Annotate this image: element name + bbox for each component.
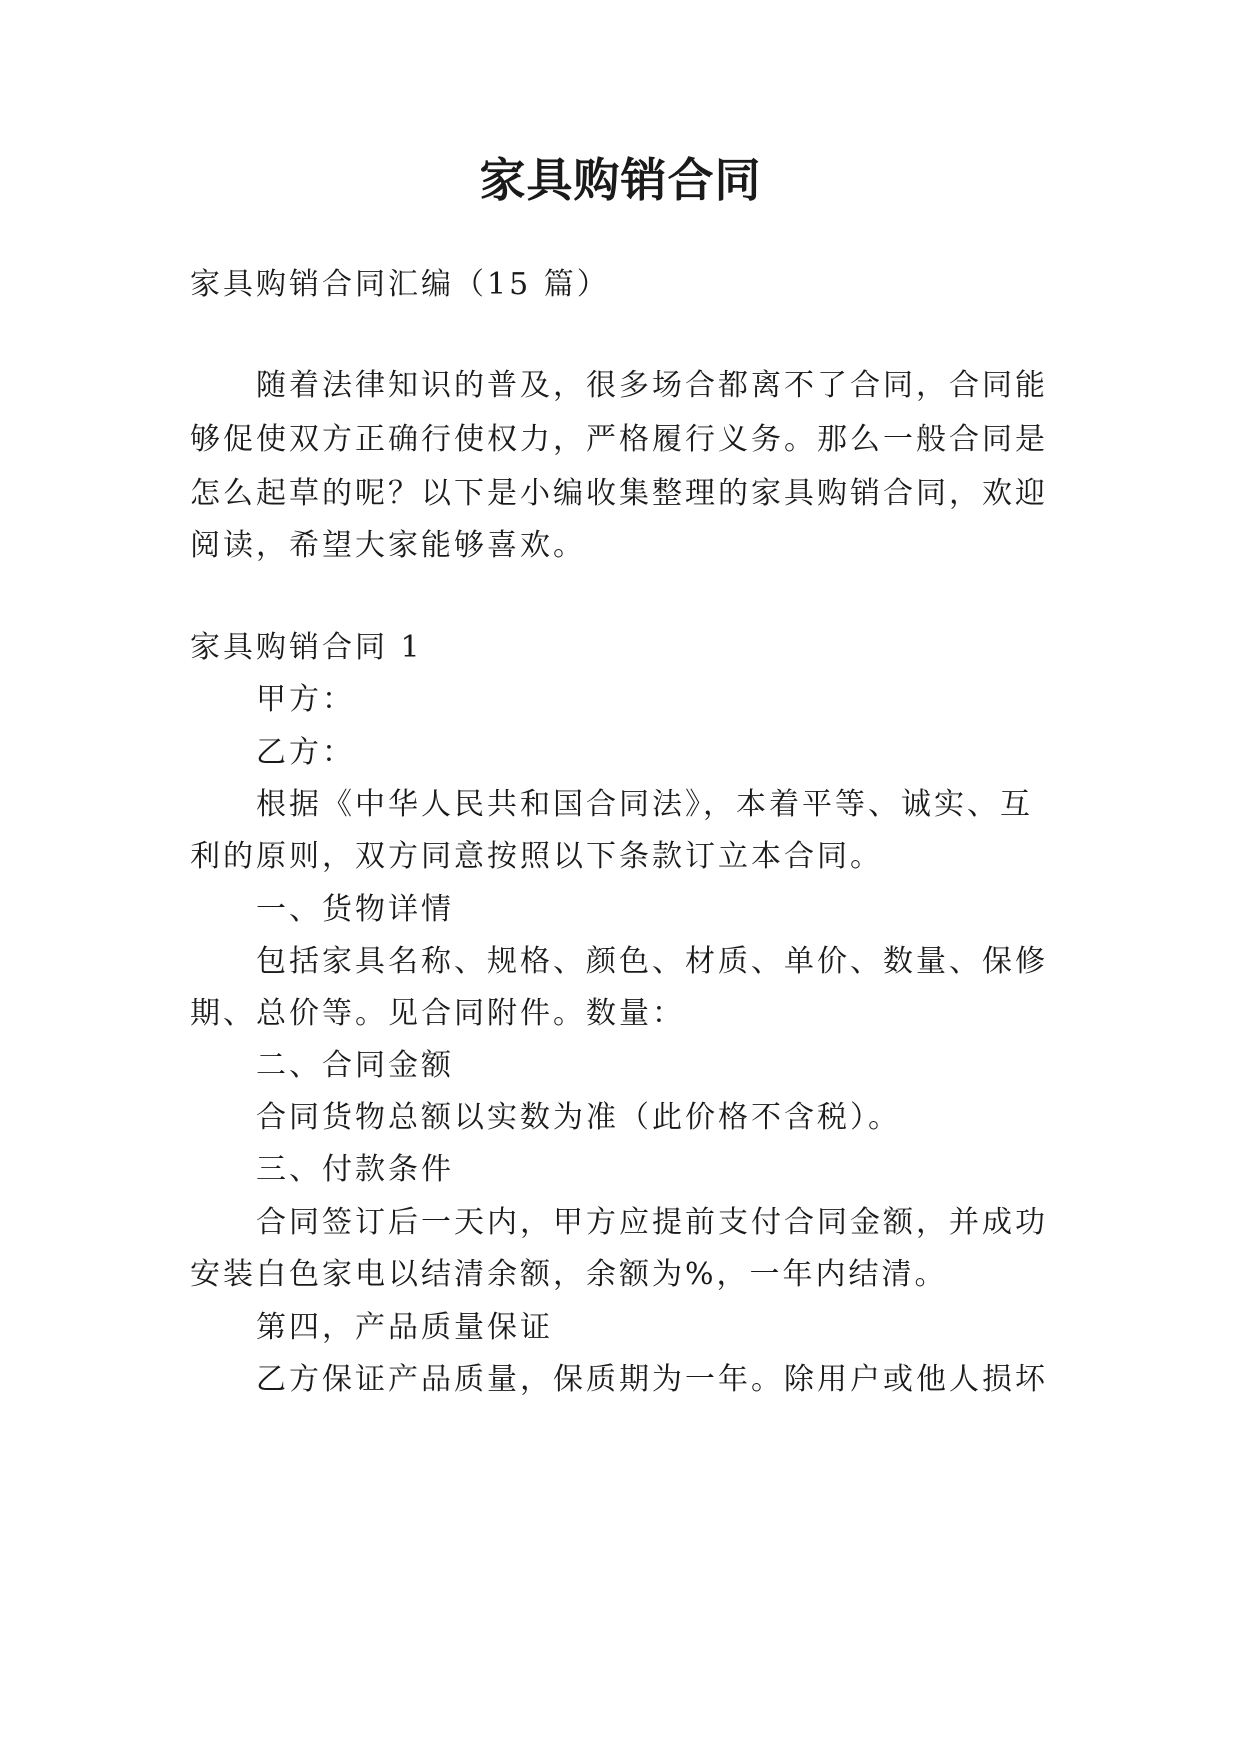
body-line-10: 安装白色家电以结清余额，余额为%，一年内结清。 bbox=[190, 1257, 948, 1292]
body-line-12: 乙方保证产品质量，保质期为一年。除用户或他人损坏 bbox=[256, 1362, 1048, 1397]
clause-heading-payment: 三、付款条件 bbox=[256, 1152, 454, 1187]
body-line-7: 合同货物总额以实数为准（此价格不含税）。 bbox=[256, 1100, 901, 1135]
intro-line-4: 阅读，希望大家能够喜欢。 bbox=[190, 528, 586, 563]
clause-heading-goods: 一、货物详情 bbox=[256, 892, 454, 927]
body-line-5: 期、总价等。见合同附件。数量： bbox=[190, 996, 685, 1031]
intro-line-2: 够促使双方正确行使权力，严格履行义务。那么一般合同是 bbox=[190, 422, 1048, 457]
party-a-label: 甲方： bbox=[256, 682, 355, 717]
section-heading: 家具购销合同 1 bbox=[190, 630, 423, 665]
body-line-1: 根据《中华人民共和国合同法》，本着平等、诚实、互 bbox=[256, 787, 1033, 822]
body-line-4: 包括家具名称、规格、颜色、材质、单价、数量、保修 bbox=[256, 944, 1048, 979]
body-line-9: 合同签订后一天内，甲方应提前支付合同金额，并成功 bbox=[256, 1205, 1048, 1240]
party-b-label: 乙方： bbox=[256, 735, 355, 770]
clause-heading-quality: 第四，产品质量保证 bbox=[256, 1310, 553, 1345]
document-title: 家具购销合同 bbox=[479, 153, 762, 207]
clause-heading-amount: 二、合同金额 bbox=[256, 1048, 454, 1083]
intro-line-3: 怎么起草的呢？以下是小编收集整理的家具购销合同，欢迎 bbox=[190, 476, 1048, 511]
document-subtitle: 家具购销合同汇编（15 篇） bbox=[190, 267, 610, 302]
intro-line-1: 随着法律知识的普及，很多场合都离不了合同，合同能 bbox=[256, 368, 1048, 403]
body-line-2: 利的原则，双方同意按照以下条款订立本合同。 bbox=[190, 839, 883, 874]
